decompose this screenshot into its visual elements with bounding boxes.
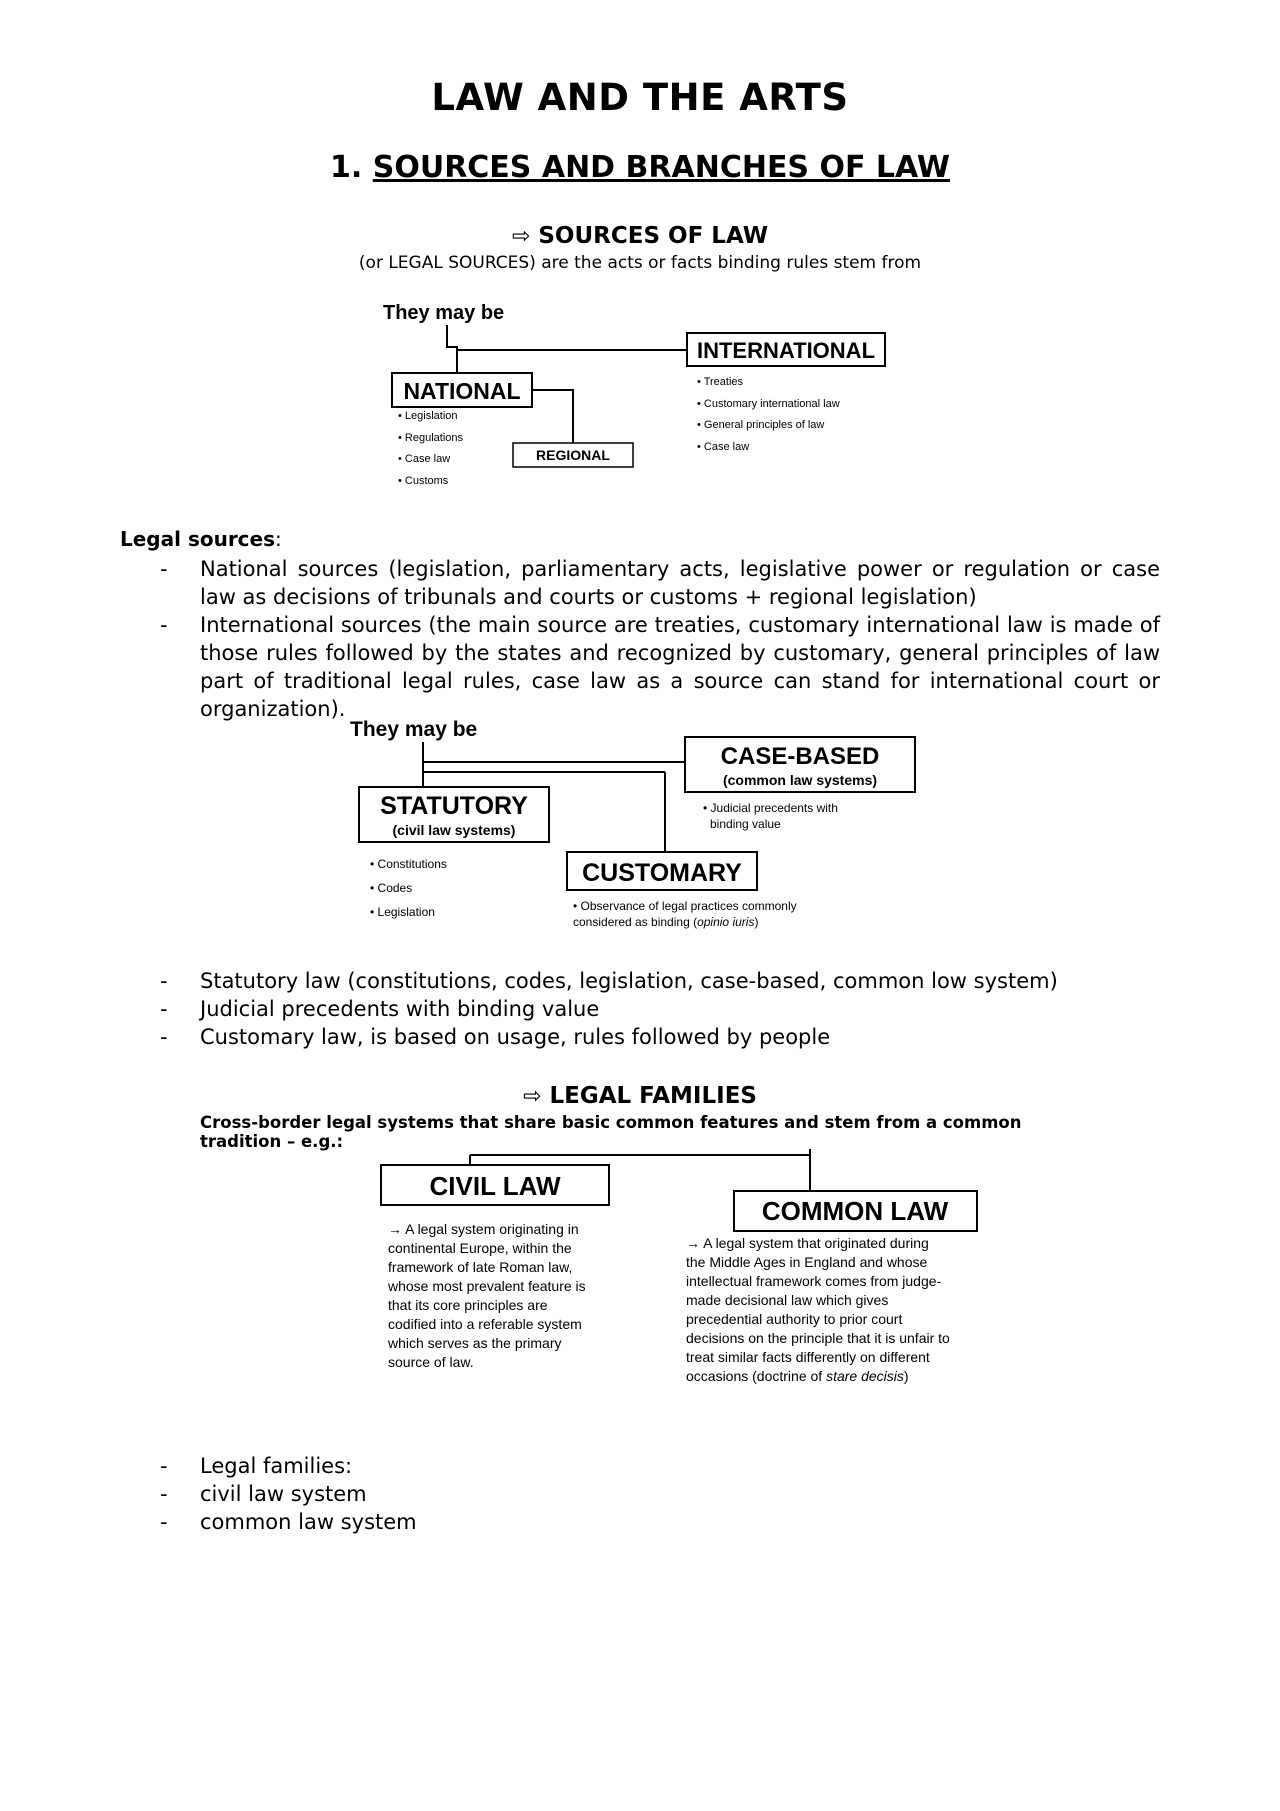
- civil-law-line: codified into a referable system: [388, 1316, 582, 1332]
- families-diagram: [370, 1145, 990, 1390]
- list-dash: -: [160, 969, 168, 993]
- customary-italic: opinio iuris: [697, 915, 755, 929]
- civil-law-line: source of law.: [388, 1354, 474, 1370]
- list-item: [160, 611, 1160, 723]
- list-dash: -: [160, 1025, 168, 1049]
- list-item: [160, 1452, 1160, 1480]
- sources-heading: [0, 223, 1280, 249]
- diagram2-connector: [423, 742, 433, 762]
- international-label: INTERNATIONAL: [696, 338, 876, 363]
- common-law-line: → A legal system that originated during: [686, 1235, 929, 1251]
- civil-law-line: continental Europe, within the: [388, 1240, 572, 1256]
- common-law-line: treat similar facts differently on different: [686, 1349, 930, 1365]
- international-item: • Treaties: [697, 376, 744, 388]
- families-list: [160, 1452, 1160, 1536]
- list-item: [160, 967, 1160, 995]
- civil-law-line: that its core principles are: [388, 1297, 548, 1313]
- diagram1-heading: They may be: [383, 302, 505, 324]
- sources-diagram: [370, 295, 910, 495]
- national-item: • Case law: [398, 453, 451, 465]
- list-item-text: International sources (the main source are treaties, customary international law is made of those rules followed by the states and recognized by customary, general principles of law part of traditional legal rules, case law as a source can stand for international court or organization).: [200, 613, 1160, 721]
- systems-diagram: [340, 712, 960, 942]
- legal-sources-list: [160, 555, 1160, 723]
- national-item: • Customs: [398, 475, 449, 487]
- page-title: LAW AND THE ARTS: [431, 76, 849, 119]
- common-law-line: intellectual framework comes from judge-: [686, 1273, 942, 1289]
- list-item: [160, 1480, 1160, 1508]
- customary-item-text: considered as binding (: [573, 915, 698, 929]
- list-item: [160, 1508, 1160, 1536]
- list-item-text: Judicial precedents with binding value: [200, 997, 600, 1021]
- national-item: • Regulations: [398, 432, 464, 444]
- common-law-line: the Middle Ages in England and whose: [686, 1254, 928, 1270]
- statutory-item: • Legislation: [370, 905, 435, 919]
- legal-sources-label-text: Legal sources: [120, 527, 276, 551]
- civil-law-line: whose most prevalent feature is: [388, 1278, 586, 1294]
- common-law-line: precedential authority to prior court: [686, 1311, 903, 1327]
- regional-label: REGIONAL: [536, 447, 610, 463]
- common-law-line: decisions on the principle that it is unfair to: [686, 1330, 950, 1346]
- case-based-item: • Judicial precedents with: [703, 801, 838, 815]
- statutory-item: • Codes: [370, 881, 413, 895]
- list-dash: -: [160, 997, 168, 1021]
- legal-families-heading-text: LEGAL FAMILIES: [549, 1083, 757, 1109]
- list-item-text: Statutory law (constitutions, codes, legislation, case-based, common low system): [200, 969, 1058, 993]
- legal-families-subtitle: Cross-border legal systems that share basic common features and stem from a common tradition – e.g.:: [200, 1113, 1022, 1151]
- civil-law-line: which serves as the primary: [388, 1335, 562, 1351]
- international-item: • Case law: [697, 441, 750, 453]
- list-dash: -: [160, 613, 168, 637]
- common-law-italic: stare decisis: [826, 1368, 904, 1384]
- list-item: [160, 1023, 1160, 1051]
- customary-close: ): [754, 915, 759, 929]
- statutory-label: STATUTORY: [380, 792, 528, 820]
- section-number: 1.: [329, 150, 363, 185]
- customary-item: [573, 915, 758, 929]
- legal-sources-label: [120, 527, 282, 551]
- list-item-text: Legal families:: [200, 1454, 353, 1478]
- list-item: [160, 555, 1160, 611]
- hollow-right-arrow-icon: ⇨: [523, 1084, 542, 1109]
- diagram1-connector: [447, 325, 457, 357]
- section-title: SOURCES AND BRANCHES OF LAW: [372, 150, 950, 185]
- diagram1-connector: [532, 390, 573, 443]
- customary-item: • Observance of legal practices commonly: [573, 899, 797, 913]
- list-dash: -: [160, 557, 168, 581]
- case-based-label: CASE-BASED: [720, 743, 880, 770]
- list-dash: -: [160, 1454, 168, 1478]
- hollow-right-arrow-icon: ⇨: [511, 224, 531, 249]
- list-item-text: National sources (legislation, parliamentary acts, legislative power or regulation or case law as decisions of tribunals and courts or customs + regional legislation): [200, 557, 1160, 609]
- statutory-sub: (civil law systems): [392, 822, 516, 838]
- list-item-text: Customary law, is based on usage, rules followed by people: [200, 1025, 831, 1049]
- civil-law-label: CIVIL LAW: [429, 1171, 561, 1201]
- common-law-label: COMMON LAW: [761, 1196, 949, 1226]
- civil-law-line: framework of late Roman law,: [388, 1259, 573, 1275]
- case-based-item: binding value: [710, 817, 781, 831]
- diagram2-heading: They may be: [350, 718, 478, 741]
- common-law-line: made decisional law which gives: [686, 1292, 889, 1308]
- sources-heading-text: SOURCES OF LAW: [538, 223, 769, 249]
- legal-families-heading: [0, 1083, 1280, 1109]
- list-item: [160, 995, 1160, 1023]
- sources-subtitle: (or LEGAL SOURCES) are the acts or facts binding rules stem from: [358, 253, 922, 273]
- list-dash: -: [160, 1482, 168, 1506]
- international-item: • Customary international law: [697, 398, 840, 410]
- legal-sources-colon: :: [275, 527, 282, 551]
- national-label: NATIONAL: [403, 378, 521, 404]
- list-item-text: civil law system: [200, 1482, 367, 1506]
- statutory-list: [160, 967, 1160, 1051]
- common-law-line-text: occasions (doctrine of: [686, 1368, 827, 1384]
- common-law-close: ): [903, 1368, 909, 1384]
- national-item: • Legislation: [398, 410, 458, 422]
- customary-label: CUSTOMARY: [582, 859, 742, 887]
- section-heading: [0, 150, 1280, 185]
- common-law-line: [686, 1368, 909, 1384]
- list-item-text: common law system: [200, 1510, 417, 1534]
- civil-law-line: → A legal system originating in: [388, 1221, 579, 1237]
- international-item: • General principles of law: [697, 419, 825, 431]
- statutory-item: • Constitutions: [370, 857, 447, 871]
- case-based-sub: (common law systems): [722, 772, 878, 788]
- list-dash: -: [160, 1510, 168, 1534]
